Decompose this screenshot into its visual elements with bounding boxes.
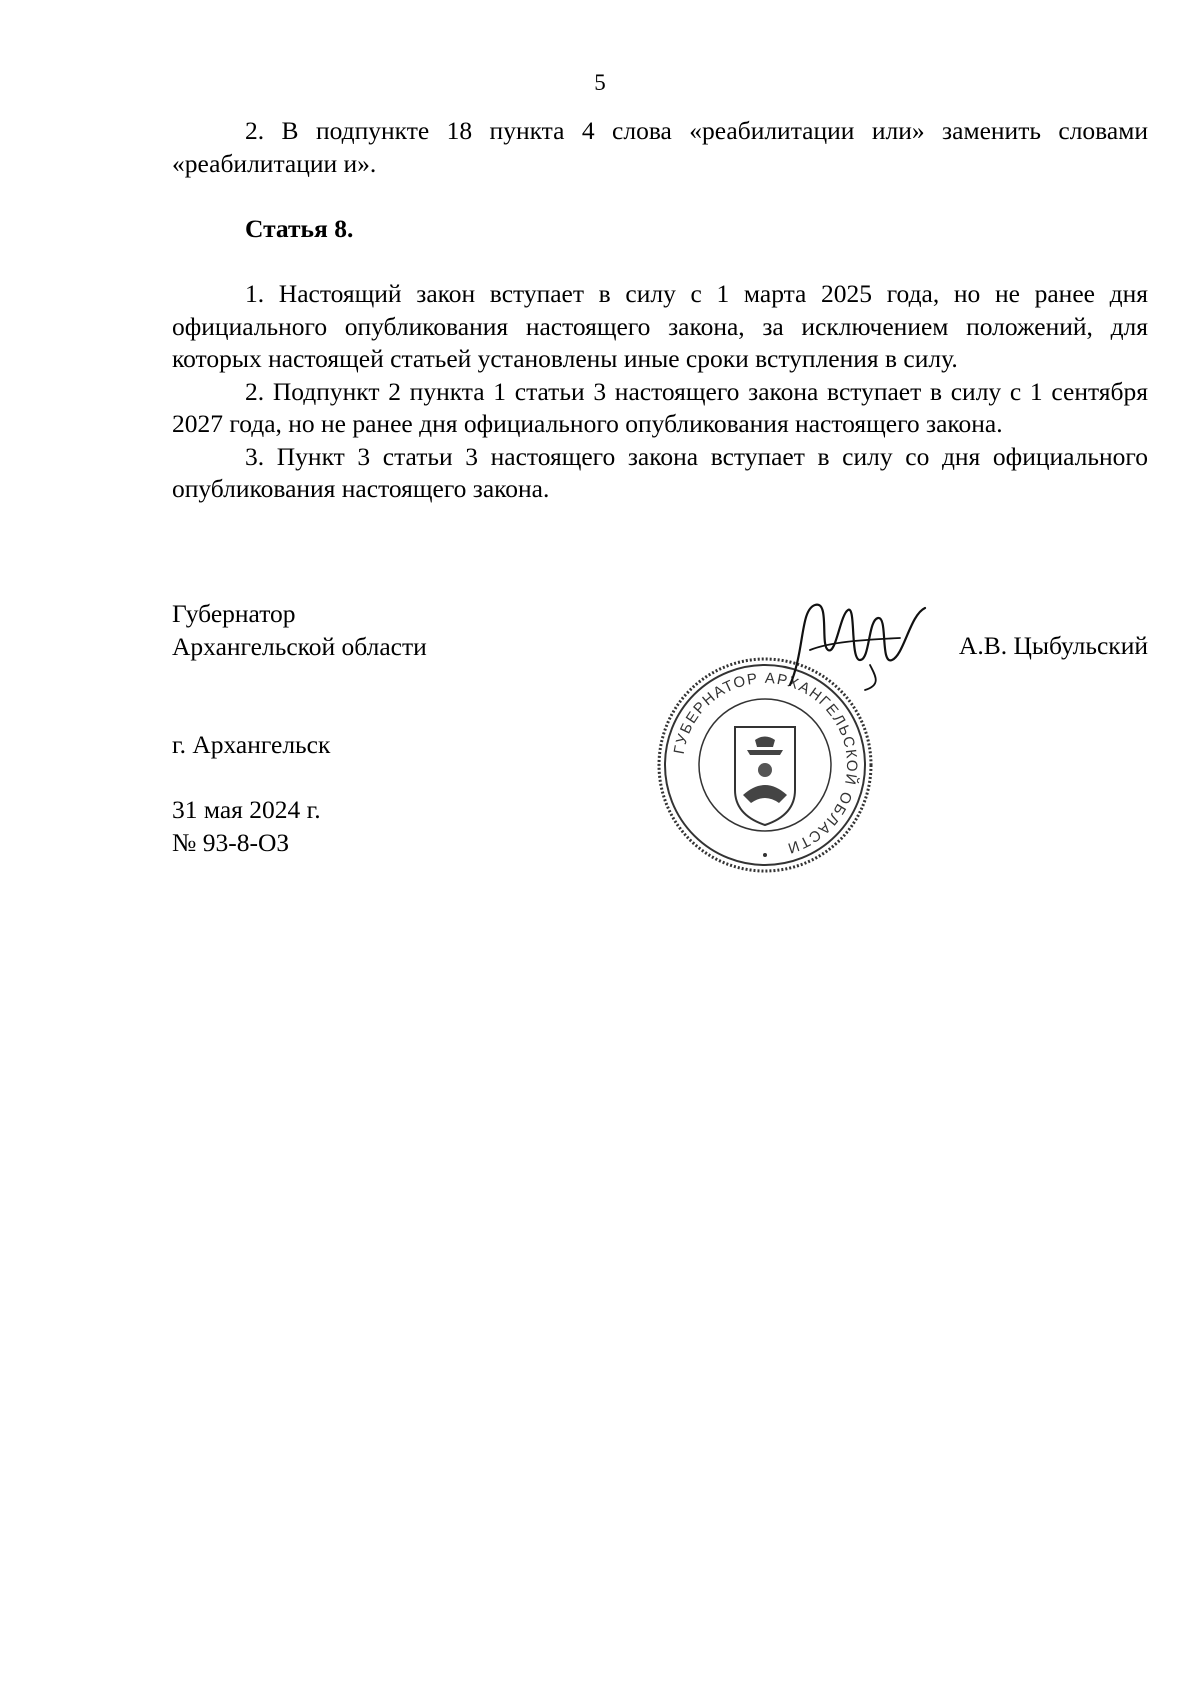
law-number: № 93-8-ОЗ [172,827,290,857]
page-number: 5 [594,70,606,95]
article-paragraph-2: 2. Подпункт 2 пункта 1 статьи 3 настоящего закона вступает в силу с 1 сентября 2027 года, но не ранее дня официального опубликования настоящего закона. [172,376,1148,438]
handwritten-signature [770,590,940,700]
signing-date: 31 мая 2024 г. [172,795,321,824]
svg-text:ГУБЕРНАТОР АРХАНГЕЛЬСКОЙ ОБЛАС: ГУБЕРНАТОР АРХАНГЕЛЬСКОЙ ОБЛАСТИ [670,669,861,857]
article-paragraph-1: 1. Настоящий закон вступает в силу с 1 марта 2025 года, но не ранее дня официального опубликования настоящего закона, за исключением положений, для которых настоящей статьей установлены иные сроки вступления в силу. [172,279,1148,373]
signing-city: г. Архангельск [172,730,331,759]
signatory-title [172,598,427,663]
amendment-paragraph-block [172,115,1148,180]
signatory-title-line1: Губернатор [172,599,296,628]
article-title: Статья 8. [245,214,354,243]
signatory-name: А.В. Цыбульский [958,631,1148,660]
signatory-title-line2: Архангельской области [172,631,427,661]
article-paragraph-3: 3. Пункт 3 статьи 3 настоящего закона вступает в силу со дня официального опубликования настоящего закона. [172,441,1148,503]
date-and-number [172,794,321,859]
article-body [172,278,1148,506]
amendment-paragraph: 2. В подпункте 18 пункта 4 слова «реабилитации или» заменить словами «реабилитации и». [172,116,1148,178]
